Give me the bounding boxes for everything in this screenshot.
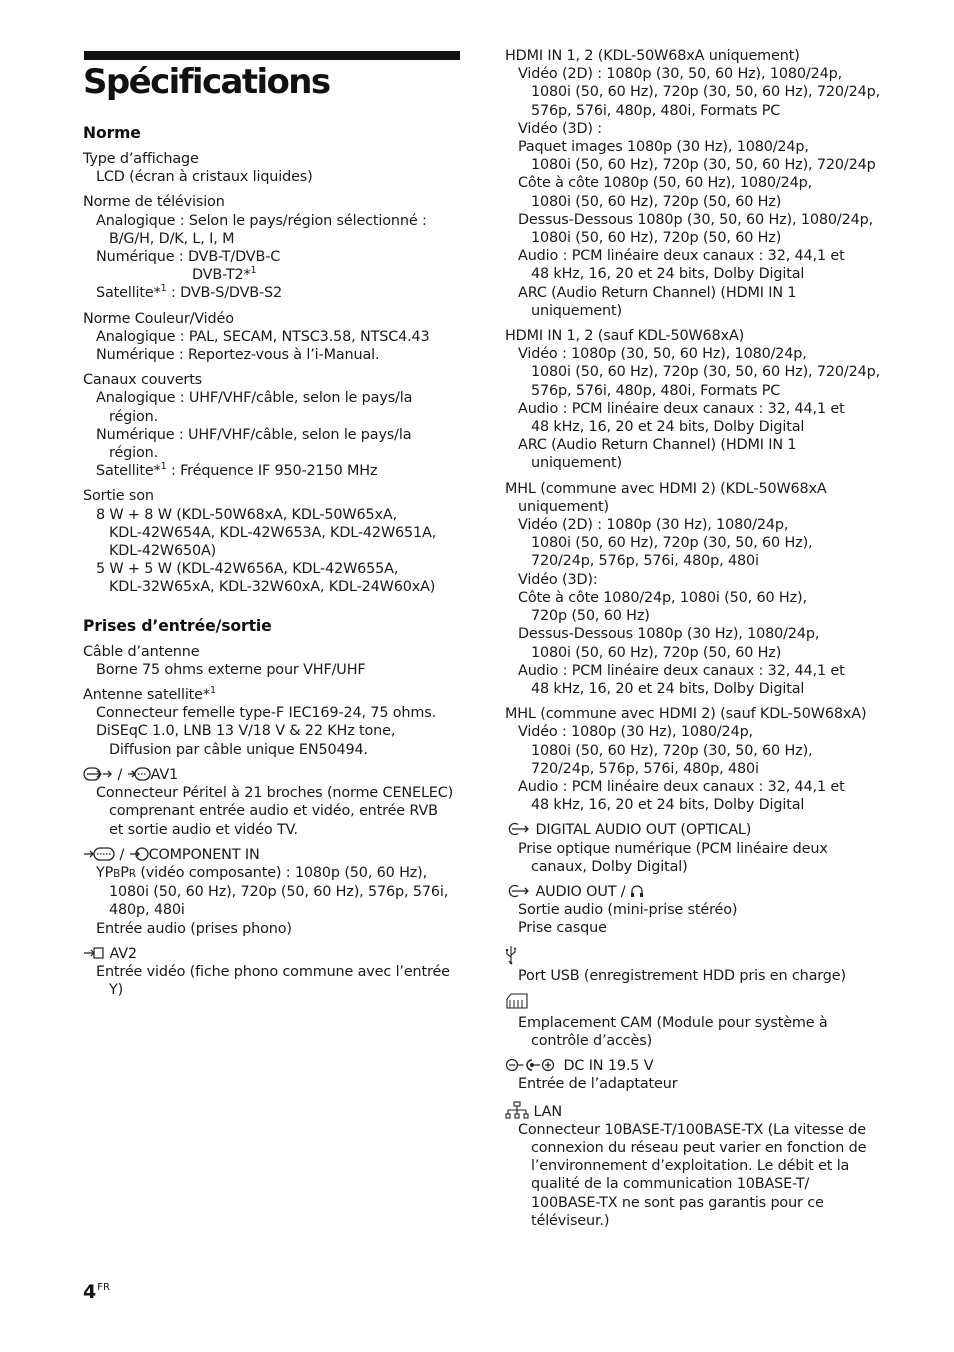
spec-title: HDMI IN 1, 2 (KDL-50W68xA uniquement) [505,48,800,64]
spec-cable-antenne [83,643,461,679]
spec-title: Norme Couleur/Vidéo [83,310,234,327]
spec-title: MHL (commune avec HDMI 2) (KDL-50W68xA uniquement) [505,480,827,515]
spec-title: Câble d’antenne [83,643,200,660]
spec-title [505,945,885,967]
spec-line: ARC (Audio Return Channel) (HDMI IN 1 uniquement) [518,437,797,472]
spec-line: Numérique : UHF/VHF/câble, selon le pays/la région. [96,426,412,462]
spec-line: Entrée de l’adaptateur [518,1076,678,1093]
spec-line: ARC (Audio Return Channel) (HDMI IN 1 uniquement) [518,284,797,319]
section-heading-norme: Norme [83,124,141,142]
spec-line: Vidéo (3D): [518,571,598,588]
spec-title: Norme de télévision [83,194,225,211]
spec-title: AV2 [83,945,461,963]
spec-antenne-satellite [83,686,461,759]
spec-line: Prise casque [518,920,607,937]
spec-line: Dessus-Dessous 1080p (30 Hz), 1080/24p, 1080i (50, 60 Hz), 720p (50, 60 Hz) [518,626,820,661]
spec-line: Satellite*$^1$ : DVB-S/DVB-S2 [96,283,283,302]
page-number: $4^{FR}$ [83,1281,110,1303]
spec-line: Borne 75 ohms externe pour VHF/UHF [96,661,366,678]
spec-line: Connecteur Péritel à 21 broches (norme CENELEC) comprenant entrée audio et vidéo, entrée RVB et sortie audio et vidéo TV. [96,785,454,838]
usb-icon [505,945,517,965]
video-input-icon [129,846,149,862]
spec-title: / COMPONENT IN [83,846,461,864]
spec-line: Vidéo (3D) : [518,120,602,137]
audio-output-icon [505,821,531,837]
spec-line: Prise optique numérique (PCM linéaire deux canaux, Dolby Digital) [518,840,828,875]
spec-title: DIGITAL AUDIO OUT (OPTICAL) [505,821,885,839]
spec-line: Vidéo : 1080p (30 Hz), 1080/24p, 1080i (50, 60 Hz), 720p (30, 50, 60 Hz), 720/24p, 576p, 576i, 480p, 480i [518,724,813,777]
cam-slot-icon [505,992,529,1010]
spec-sortie-son [83,487,461,596]
headphones-icon [630,883,644,899]
page-title: Spécifications [83,62,330,102]
spec-line: Côte à côte 1080/24p, 1080i (50, 60 Hz), 720p (50, 60 Hz) [518,589,807,625]
section-heading-prises: Prises d’entrée/sortie [83,616,272,635]
spec-line: DiSEqC 1.0, LNB 13 V/18 V & 22 KHz tone, Diffusion par câble unique EN50494. [96,723,396,758]
spec-mhl-others [505,705,885,814]
spec-title: DC IN 19.5 V [505,1057,885,1075]
spec-line: LCD (écran à cristaux liquides) [96,169,313,186]
spec-type-affichage [83,150,461,186]
spec-usb [505,945,885,985]
left-column [83,124,461,1006]
spec-line: Côte à côte 1080p (50, 60 Hz), 1080/24p, 1080i (50, 60 Hz), 720p (50, 60 Hz) [518,175,813,210]
spec-line: Analogique : UHF/VHF/câble, selon le pays/la région. [96,390,413,425]
spec-title: Antenne satellite*$^1$ [83,685,216,704]
spec-line: Audio : PCM linéaire deux canaux : 32, 44,1 et 48 kHz, 16, 20 et 24 bits, Dolby Digital [518,662,845,697]
spec-line: 8 W + 8 W (KDL-50W68xA, KDL-50W65xA, KDL-42W654A, KDL-42W653A, KDL-42W651A, KDL-42W650A) [96,506,437,560]
spec-line: DVB-T2*$^1$ [192,265,257,284]
spec-line: Numérique : DVB-T/DVB-C [96,249,281,266]
right-column [505,47,885,1237]
spec-title: HDMI IN 1, 2 (sauf KDL-50W68xA) [505,328,745,345]
spec-norme-tv [83,193,461,302]
spec-line: Emplacement CAM (Module pour système à contrôle d’accès) [518,1014,828,1049]
spec-audio-out [505,883,885,938]
spec-av1 [83,766,461,839]
spec-cam [505,992,885,1050]
spec-line: Audio : PCM linéaire deux canaux : 32, 44,1 et 48 kHz, 16, 20 et 24 bits, Dolby Digital [518,248,845,283]
spec-line: Port USB (enregistrement HDD pris en charge) [518,967,846,984]
spec-line: Audio : PCM linéaire deux canaux : 32, 44,1 et 48 kHz, 16, 20 et 24 bits, Dolby Digital [518,400,845,436]
spec-hdmi-in-50w68xa [505,47,885,320]
spec-line: Analogique : Selon le pays/région sélectionné : B/G/H, D/K, L, I, M [96,212,427,247]
spec-lan [505,1101,885,1230]
spec-line: Vidéo (2D) : 1080p (30 Hz), 1080/24p, 1080i (50, 60 Hz), 720p (30, 50, 60 Hz), 720/24p, 576p, 576i, 480p, 480i [518,517,813,570]
scart-input-output-icon [83,766,113,782]
spec-title: LAN [505,1101,885,1121]
spec-component-in [83,846,461,938]
spec-line: Vidéo : 1080p (30, 50, 60 Hz), 1080/24p, 1080i (50, 60 Hz), 720p (30, 50, 60 Hz), 720/24p, 576p, 576i, 480p, 480i, Formats PC [518,346,881,399]
spec-mhl-50w68xa [505,480,885,698]
spec-title: Canaux couverts [83,372,203,389]
spec-line: Numérique : Reportez-vous à l’i-Manual. [96,347,380,364]
spec-line: Analogique : PAL, SECAM, NTSC3.58, NTSC4.43 [96,328,430,345]
spec-hdmi-in-others [505,327,885,473]
title-rule [84,51,460,60]
spec-line: Paquet images 1080p (30 Hz), 1080/24p, 1080i (50, 60 Hz), 720p (30, 50, 60 Hz), 720/24p [518,139,876,174]
dc-polarity-icon [505,1057,559,1073]
spec-digital-audio-out [505,821,885,876]
component-input-icon [83,846,115,862]
spec-line: 5 W + 5 W (KDL-42W656A, KDL-42W655A, KDL-32W65xA, KDL-32W60xA, KDL-24W60xA) [96,561,436,596]
audio-output-icon [505,883,531,899]
spec-line: Sortie audio (mini-prise stéréo) [518,902,738,919]
spec-dc-in [505,1057,885,1093]
spec-norme-couleur [83,310,461,365]
spec-title: AUDIO OUT / [505,883,885,901]
spec-title: Type d’affichage [83,151,199,167]
spec-title: / AV1 [83,766,461,784]
spec-line: Audio : PCM linéaire deux canaux : 32, 44,1 et 48 kHz, 16, 20 et 24 bits, Dolby Digital [518,778,845,814]
spec-line: Vidéo (2D) : 1080p (30, 50, 60 Hz), 1080/24p, 1080i (50, 60 Hz), 720p (30, 50, 60 Hz), 720/24p, 576p, 576i, 480p, 480i, Formats PC [518,66,881,119]
spec-title: Sortie son [83,488,154,505]
spec-av2 [83,945,461,1000]
spec-line: Connecteur femelle type-F IEC169-24, 75 ohms. [96,705,437,722]
av-input-icon [83,945,105,961]
spec-line: Connecteur 10BASE-T/100BASE-TX (La vitesse de connexion du réseau peut varier en fonction de l’environnement d’exploitation. Le débit et la qualité de la communication 10BASE-T/ 100BASE-TX ne sont pas garantis pour ce téléviseur.) [518,1121,867,1229]
spec-title: MHL (commune avec HDMI 2) (sauf KDL-50W68xA) [505,706,867,723]
spec-line: YPBPR (vidéo composante) : 1080p (50, 60 Hz), 1080i (50, 60 Hz), 720p (50, 60 Hz), 576p, 576i, 480p, 480i [96,864,449,919]
spec-line: Satellite*$^1$ : Fréquence IF 950-2150 MHz [96,461,378,480]
spec-line: Entrée vidéo (fiche phono commune avec l’entrée Y) [96,963,450,999]
network-icon [505,1101,529,1119]
language-code: FR [97,1282,110,1293]
spec-line: Dessus-Dessous 1080p (30, 50, 60 Hz), 1080/24p, 1080i (50, 60 Hz), 720p (50, 60 Hz) [518,211,873,247]
spec-line: Entrée audio (prises phono) [96,920,292,937]
spec-title [505,992,885,1014]
spec-canaux [83,371,461,480]
scart-output-icon [127,766,151,782]
